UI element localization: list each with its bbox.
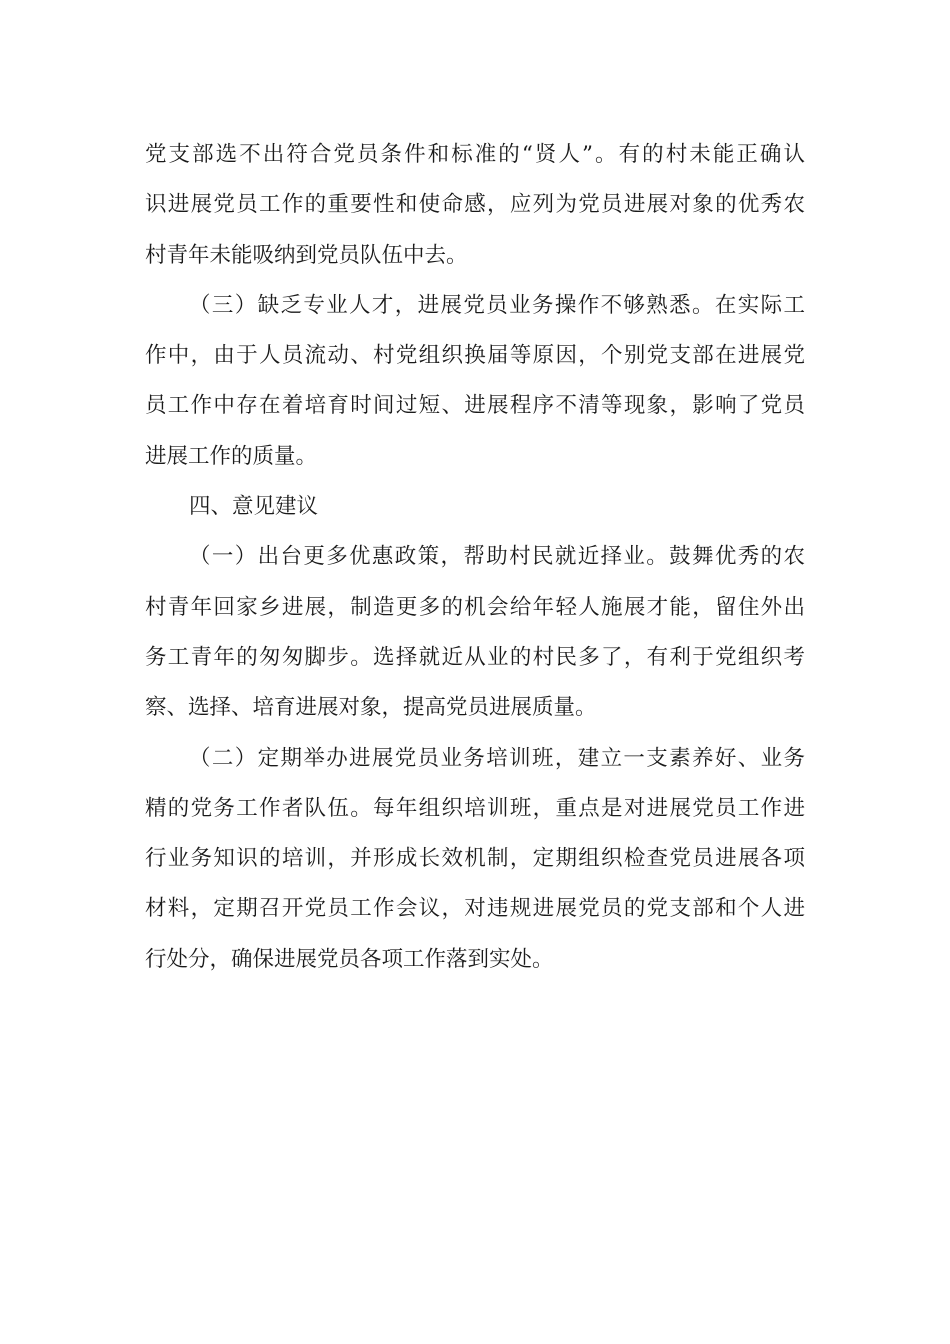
text-line: 作中，由于人员流动、村党组织换届等原因，个别党支部在进展党: [145, 343, 805, 369]
text-line: 村青年回家乡进展，制造更多的机会给年轻人施展才能，留住外出: [145, 594, 805, 620]
text-line: 材料，定期召开党员工作会议，对违规进展党员的党支部和个人进: [145, 896, 805, 922]
text-line: 进展工作的质量。: [145, 443, 318, 469]
section-heading: 四、意见建议: [189, 494, 319, 520]
text-line: 识进展党员工作的重要性和使命感，应列为党员进展对象的优秀农: [145, 192, 805, 218]
text-line: （一）出台更多优惠政策，帮助村民就近择业。鼓舞优秀的农: [189, 544, 805, 570]
text-line: 党支部选不出符合党员条件和标准的“贤人”。有的村未能正确认: [145, 142, 805, 167]
text-line: 行业务知识的培训，并形成长效机制，定期组织检查党员进展各项: [145, 846, 805, 872]
text-line: 务工青年的匆匆脚步。选择就近从业的村民多了，有利于党组织考: [145, 644, 805, 670]
text-line: 行处分，确保进展党员各项工作落到实处。: [145, 946, 554, 972]
text-line: 精的党务工作者队伍。每年组织培训班，重点是对进展党员工作进: [145, 795, 805, 821]
text-line: （三）缺乏专业人才，进展党员业务操作不够熟悉。在实际工: [189, 292, 805, 318]
text-line: （二）定期举办进展党员业务培训班，建立一支素养好、业务: [189, 745, 805, 771]
text-line: 员工作中存在着培育时间过短、进展程序不清等现象，影响了党员: [145, 393, 805, 419]
body-text: [145, 130, 805, 985]
text-line: 村青年未能吸纳到党员队伍中去。: [145, 242, 468, 268]
text-line: 察、选择、培育进展对象，提高党员进展质量。: [145, 695, 597, 721]
